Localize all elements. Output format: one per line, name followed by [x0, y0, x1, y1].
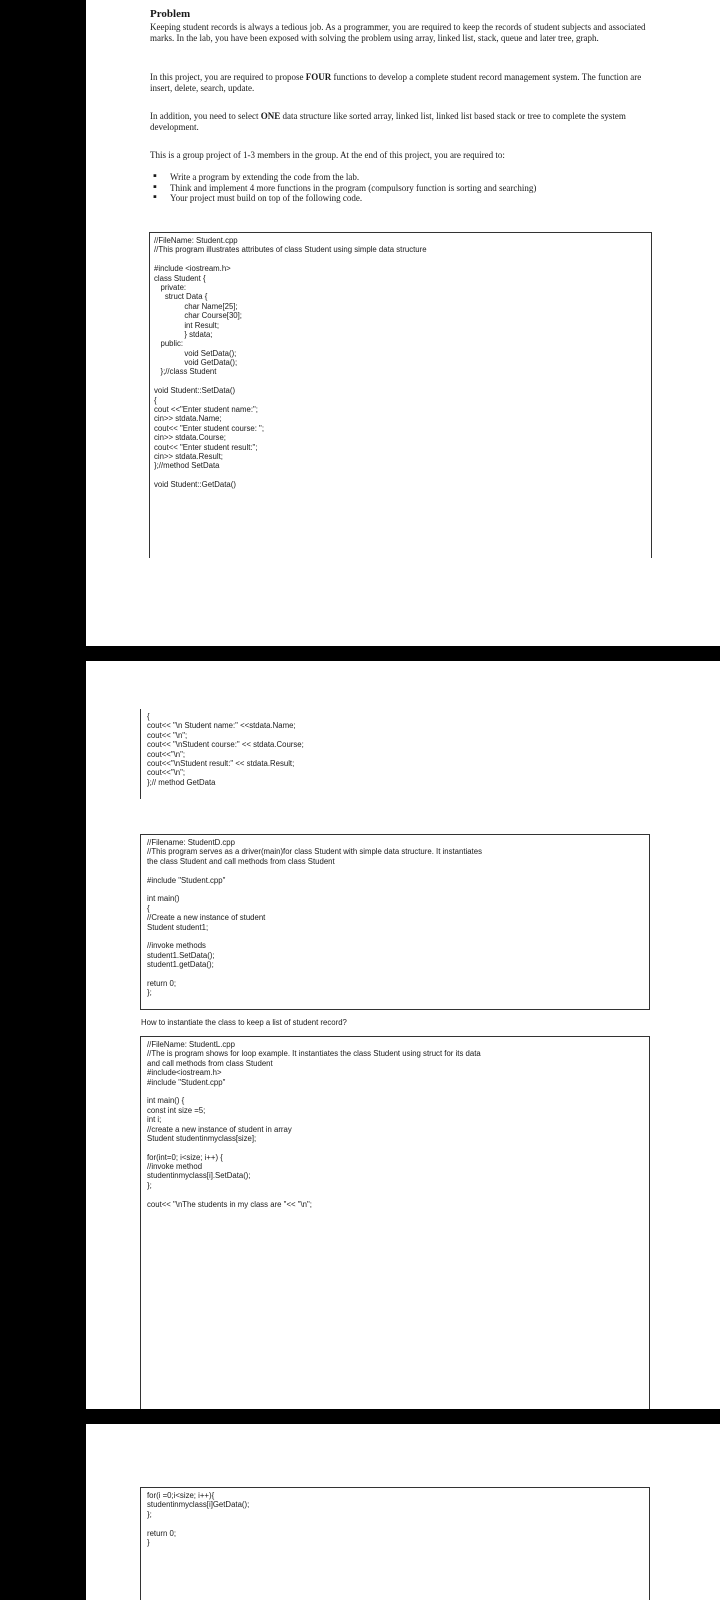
code-box-studentl-cpp [140, 1036, 650, 1409]
code-line: #include<iostream.h> [147, 1068, 222, 1078]
requirement-item: ▪ Think and implement 4 more functions in the program (compulsory function is sorting and searching) [150, 183, 650, 194]
code-line: Student studentinmyclass[size]; [147, 1133, 257, 1143]
code-line: cout<< "Enter student course: "; [154, 423, 264, 433]
code-box-continued [140, 1487, 650, 1600]
code-line [154, 255, 651, 264]
code-line: Student student1; [147, 922, 209, 932]
code-listing [141, 1488, 649, 1547]
code-line: private: [154, 282, 187, 292]
code-line: studentinmyclass[i]GetData(); [147, 1500, 250, 1510]
code-line: struct Data { [154, 292, 208, 302]
code-line: { [154, 395, 157, 405]
code-line [154, 471, 651, 480]
code-box-student-cpp [149, 232, 652, 558]
code-line [147, 885, 649, 894]
code-line: //FileName: Student.cpp [154, 236, 238, 245]
code-line: void Student::SetData() [154, 386, 236, 396]
code-line: char Name[25]; [154, 301, 238, 311]
code-line: class Student { [154, 273, 206, 283]
code-line: cout <<"Enter student name:"; [154, 405, 258, 415]
data-structure-paragraph: In addition, you need to select ONE data structure like sorted array, linked list, linked list based stack or tree to complete the system development. [150, 111, 626, 132]
code-line: #include <iostream.h> [154, 264, 231, 274]
code-box-continued [140, 709, 304, 799]
code-line: #include "Student.cpp" [147, 1077, 226, 1087]
document-page-1 [86, 0, 720, 646]
code-line: cout<<"\nStudent result:" << stdata.Result; [147, 758, 295, 768]
code-line: cin>> stdata.Result; [154, 451, 223, 461]
requirement-item: ▪ Write a program by extending the code from the lab. [150, 172, 650, 183]
code-line [147, 866, 649, 875]
code-line: cout<< "\nThe students in my class are "<< "\n"; [147, 1199, 312, 1209]
requirement-item: ▪ Your project must build on top of the following code. [150, 193, 650, 204]
code-line [147, 932, 649, 941]
code-line: public: [154, 339, 184, 349]
code-line: //This program illustrates attributes of class Student using simple data structure [154, 245, 427, 255]
code-line: } [147, 1537, 150, 1547]
code-line: cout<<"\n"; [147, 749, 186, 759]
code-listing [141, 835, 649, 998]
code-line: const int size =5; [147, 1105, 206, 1115]
requirements-list [150, 172, 650, 204]
code-line: void GetData(); [154, 358, 238, 368]
code-line: student1.getData(); [147, 960, 214, 970]
code-line: cout<< "\n"; [147, 730, 188, 740]
code-line: cin>> stdata.Name; [154, 414, 222, 424]
code-line: the class Student and call methods from class Student [147, 856, 335, 866]
code-line: //The is program shows for loop example. It instantiates the class Student using struct for its data [147, 1049, 481, 1059]
code-line: for(int=0; i<size; i++) { [147, 1152, 223, 1162]
code-line: and call methods from class Student [147, 1058, 273, 1068]
code-listing [150, 233, 651, 490]
code-line: cin>> stdata.Course; [154, 433, 226, 443]
code-line [147, 1190, 649, 1199]
code-line: //invoke methods [147, 941, 206, 951]
code-listing [141, 1037, 649, 1209]
document-page-3 [86, 1424, 720, 1600]
code-line: }; [147, 988, 152, 998]
code-line: studentinmyclass[i].SetData(); [147, 1171, 251, 1181]
code-line: { [147, 712, 150, 721]
code-line: return 0; [147, 1528, 177, 1538]
code-line: //Filename: StudentD.cpp [147, 838, 235, 847]
code-listing [141, 709, 304, 787]
code-line [147, 1519, 649, 1528]
code-line [154, 377, 651, 386]
code-line: cout<<"\n"; [147, 768, 186, 778]
code-box-studentd-cpp [140, 834, 650, 1010]
code-line: { [147, 903, 150, 913]
code-line: void SetData(); [154, 348, 237, 358]
code-line: int main() { [147, 1096, 185, 1106]
code-line: //Create a new instance of student [147, 913, 266, 923]
question-text: How to instantiate the class to keep a list of student record? [141, 1018, 347, 1027]
code-line: //FileName: StudentL.cpp [147, 1040, 235, 1049]
code-line [147, 1087, 649, 1096]
code-line: student1.SetData(); [147, 950, 215, 960]
problem-heading: Problem [150, 8, 191, 20]
code-line: //invoke method [147, 1162, 203, 1172]
code-line: return 0; [147, 978, 177, 988]
code-line: cout<< "\n Student name:" <<stdata.Name; [147, 721, 296, 731]
code-line: //create a new instance of student in array [147, 1124, 292, 1134]
intro-paragraph: Keeping student records is always a tedious job. As a programmer, you are required to keep the records of student subjects and associated marks. In the lab, you have been exposed with solving the problem using array, linked list, stack, queue and later tree, graph. [150, 22, 646, 43]
document-page-2 [86, 661, 720, 1409]
code-line: int i; [147, 1115, 162, 1125]
code-line: int Result; [154, 320, 219, 330]
code-line [147, 969, 649, 978]
code-line: void Student::GetData() [154, 480, 236, 490]
code-line: #include "Student.cpp" [147, 875, 226, 885]
code-line [147, 1143, 649, 1152]
code-line: cout<< "\nStudent course:" << stdata.Course; [147, 740, 304, 750]
code-line: } stdata; [154, 329, 213, 339]
code-line: //This program serves as a driver(main)for class Student with simple data structure. It instantiates [147, 847, 482, 857]
functions-paragraph: In this project, you are required to propose FOUR functions to develop a complete student record management system. The function are insert, delete, search, update. [150, 72, 642, 93]
code-line: char Course[30]; [154, 311, 242, 321]
code-line: }; [147, 1180, 152, 1190]
code-line: }; [147, 1509, 152, 1519]
code-line: };// method GetData [147, 777, 216, 787]
code-line: for(i =0;i<size; i++){ [147, 1491, 215, 1500]
code-line: };//class Student [154, 367, 217, 377]
code-line: };//method SetData [154, 461, 220, 471]
code-line: int main() [147, 894, 180, 904]
code-line: cout<< "Enter student result:"; [154, 442, 258, 452]
group-project-paragraph: This is a group project of 1-3 members in the group. At the end of this project, you are required to: [150, 150, 505, 160]
